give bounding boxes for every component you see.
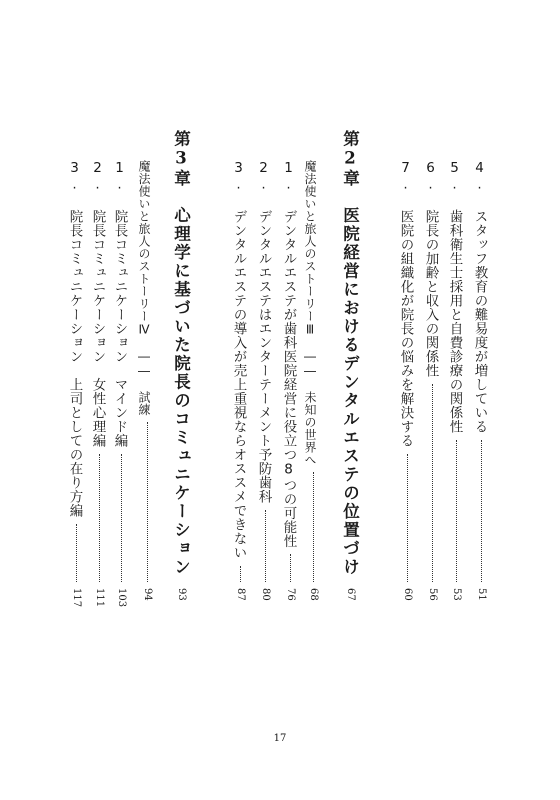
dot-leader [481,440,482,582]
dot-leader [407,454,408,582]
entry-title: 6. 院長の加齢と収入の関係性 [422,160,439,378]
page-ref: 68 [308,588,319,601]
entry-title: 1. 院長コミュニケーション マインド編 [111,160,128,448]
dot-leader [265,510,266,582]
page-ref: 103 [116,588,127,608]
page-ref: 56 [427,588,438,601]
entry-title: 3. 院長コミュニケーション 上司としての在り方編 [66,160,83,518]
dot-leader [313,472,314,582]
entry-title: 魔法使いと旅人のストーリーⅣ ―― 試練 [137,160,151,416]
entry-title: 3. デンタルエステの導入が売上重視ならオススメできない [230,160,247,560]
page-ref: 60 [402,588,413,601]
dot-leader [290,554,291,582]
entry-title: 1. デンタルエステが歯科医院経営に役立つ8つの可能性 [280,160,297,548]
page-ref: 76 [285,588,296,601]
dot-leader [432,384,433,582]
dot-leader [240,566,241,582]
page-ref: 117 [71,588,82,608]
page-ref: 111 [94,588,105,608]
entry-title: 5. 歯科衛生士採用と自費診療の関係性 [446,160,463,434]
entry-title: 2. 院長コミュニケーション 女性心理編 [89,160,106,448]
dot-leader [99,454,100,582]
page-ref: 80 [260,588,271,601]
dot-leader [121,454,122,582]
page-number: 17 [273,733,287,744]
page-ref: 53 [451,588,462,601]
dot-leader [147,422,148,582]
entry-title: 4. スタッフ教育の難易度が増している [471,160,488,434]
dot-leader [76,524,77,582]
page-ref: 93 [176,588,187,601]
page-ref: 94 [142,588,153,601]
entry-title: 2. デンタルエステはエンターテーメント予防歯科 [255,160,272,504]
entry-title: 魔法使いと旅人のストーリーⅢ ―― 未知の世界へ [303,160,317,466]
page-ref: 87 [235,588,246,601]
entry-title: 7. 医院の組織化が院長の悩みを解決する [397,160,414,448]
chapter-title: 第2章 医院経営におけるデンタルエステの位置づけ [340,130,360,577]
page-ref: 67 [345,588,356,601]
page-ref: 51 [476,588,487,601]
chapter-title: 第3章 心理学に基づいた院長のコミュニケーション [171,130,191,577]
dot-leader [456,440,457,582]
